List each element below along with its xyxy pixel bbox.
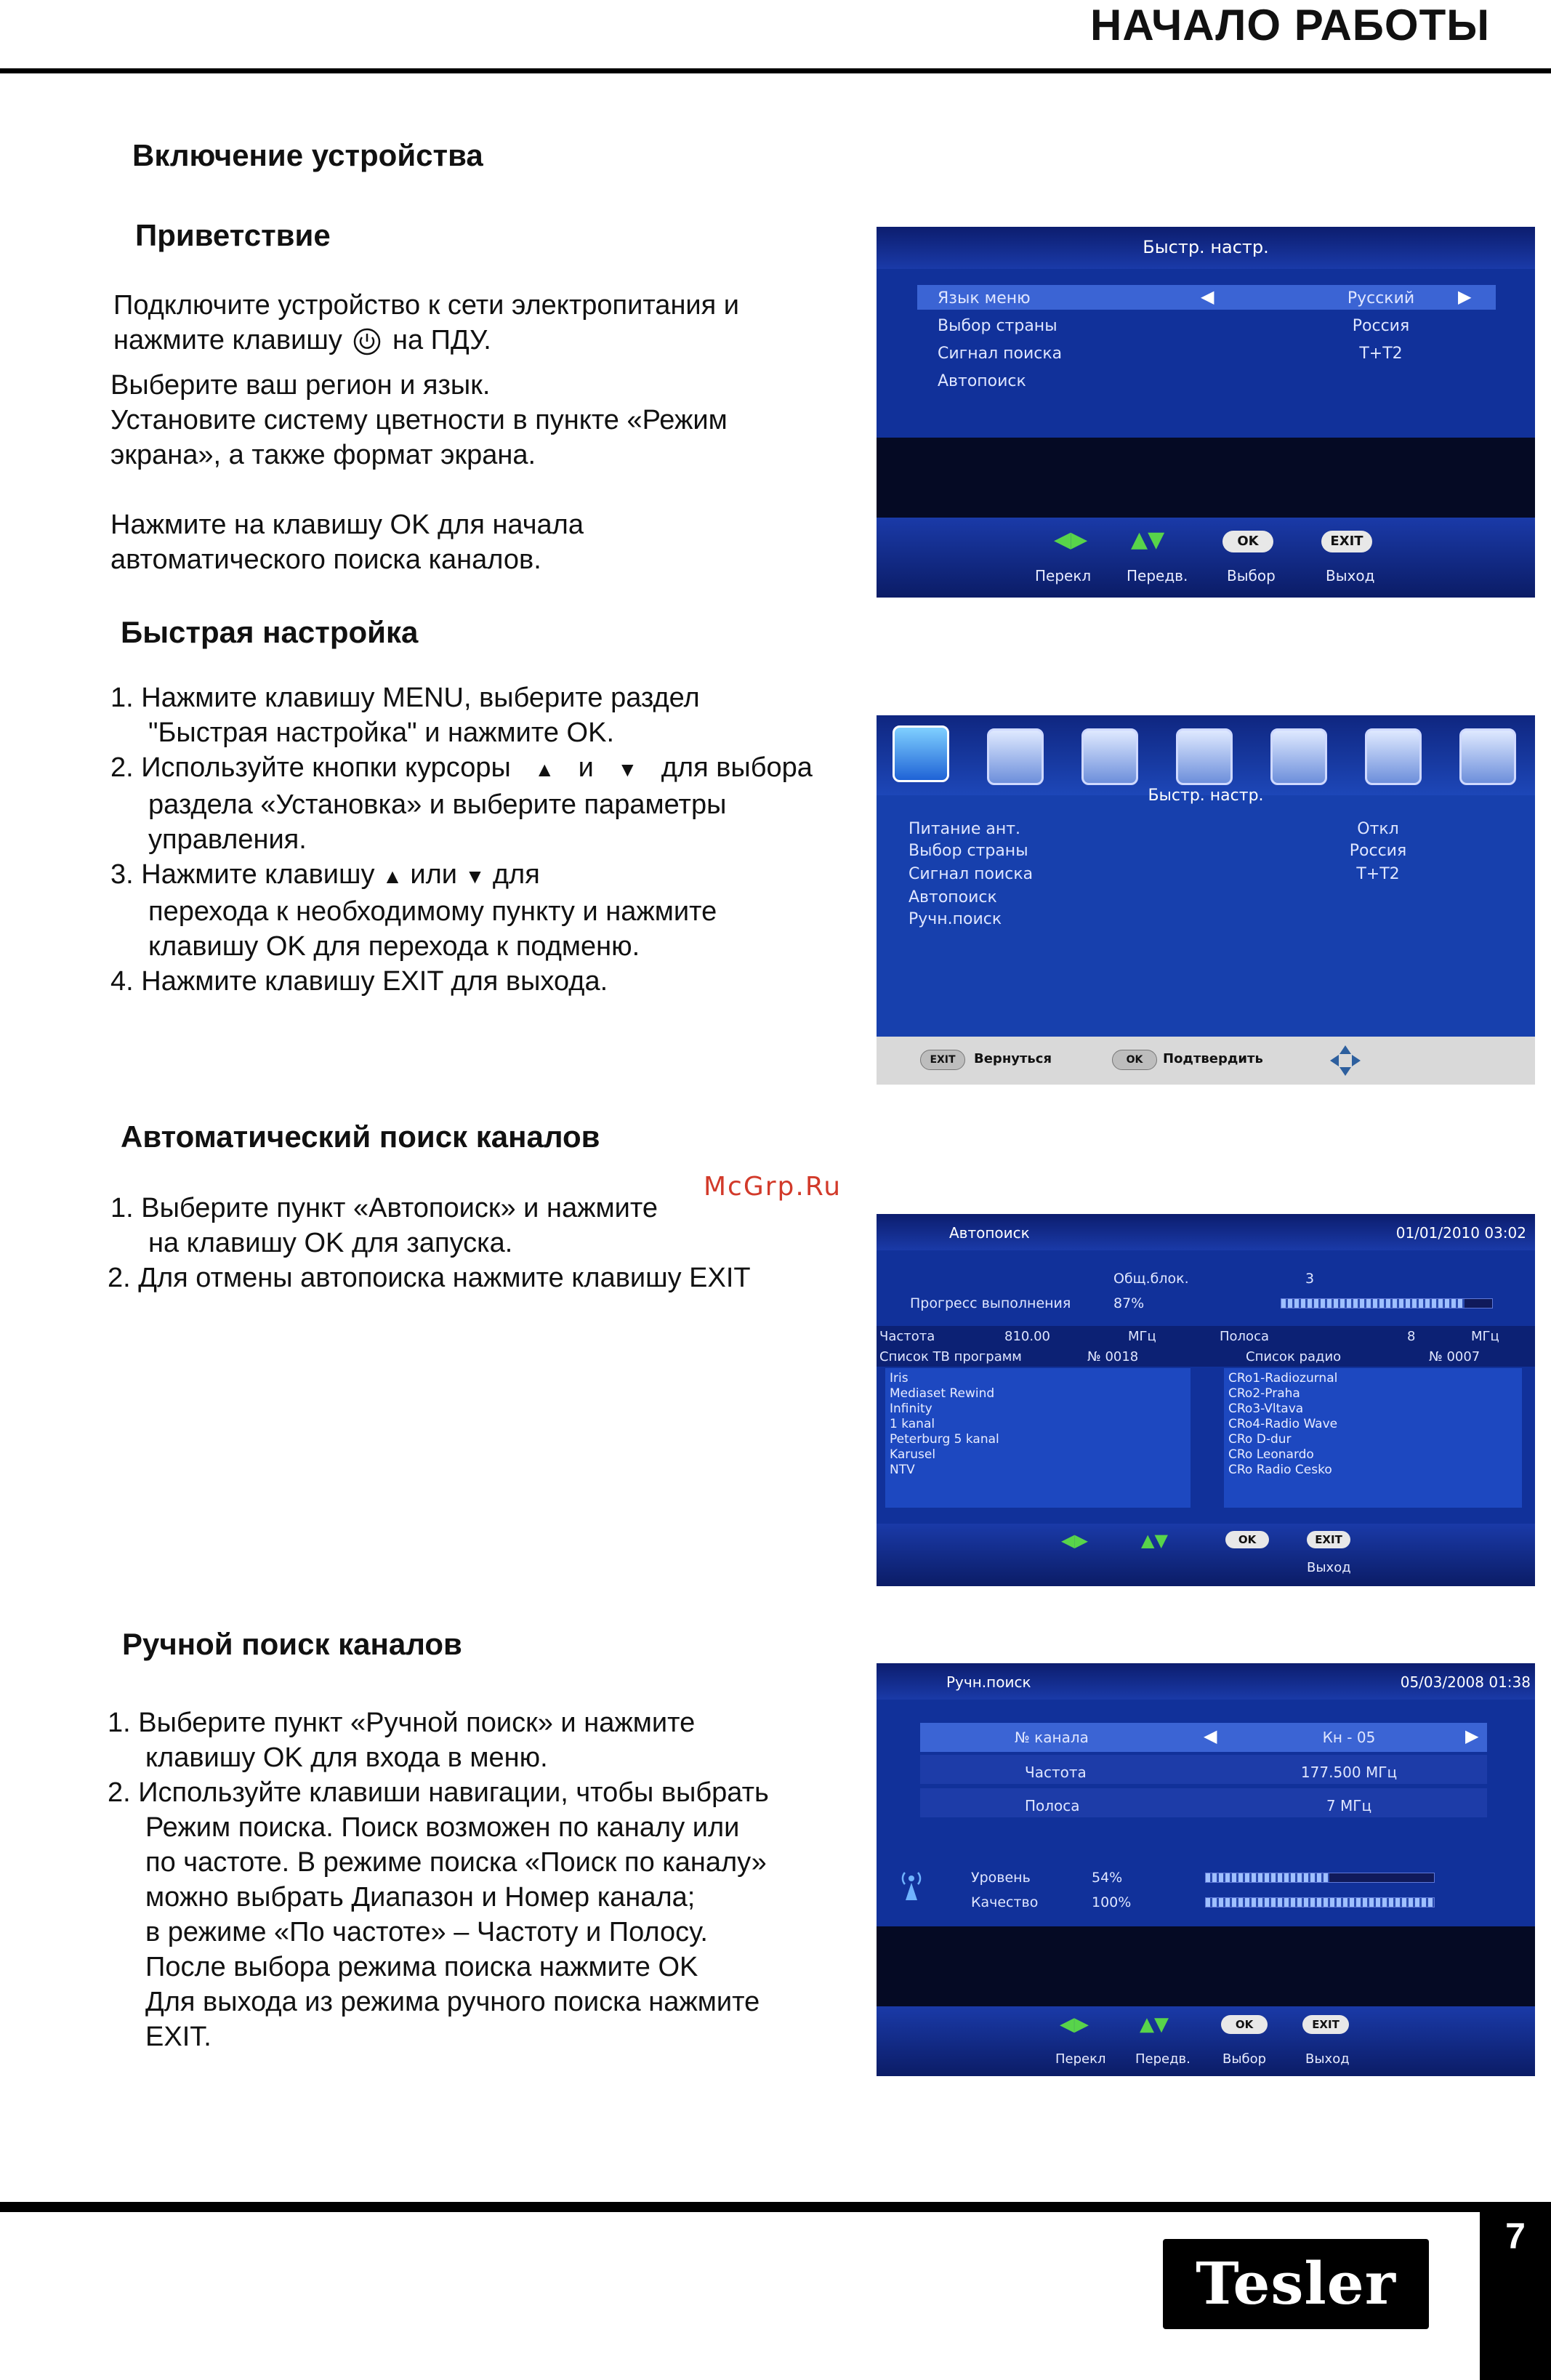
up-down-arrows-icon: ▲▼ — [1131, 527, 1165, 552]
radio-channel-list-items — [1224, 1368, 1522, 1481]
list-item[interactable]: CRo2-Praha — [1228, 1386, 1300, 1401]
tv-channel-list — [885, 1368, 1191, 1508]
left-right-arrows-icon: ◀▶ — [1054, 527, 1088, 552]
screen-quick-setup-welcome — [877, 227, 1535, 598]
screen-title: Быстр. настр. — [1143, 237, 1269, 257]
manual-line: можно выбрать Диапазон и Номер канала; — [145, 1882, 696, 1913]
left-right-arrows-icon: ◀▶ — [1061, 1530, 1088, 1551]
signal-antenna-icon — [897, 1867, 926, 1903]
list-item[interactable]: Karusel — [890, 1447, 936, 1462]
hint-label: Перекл — [1035, 567, 1092, 584]
arrow-right-icon: ▶ — [1458, 286, 1472, 307]
quick-line-part: 2. Используйте кнопки курсоры — [110, 752, 511, 783]
menu-row-label[interactable]: Язык меню — [938, 289, 1031, 307]
list-item[interactable]: CRo1-Radiozurnal — [1228, 1371, 1338, 1386]
list-item[interactable]: 1 kanal — [890, 1417, 935, 1431]
quality-bar — [1205, 1897, 1435, 1907]
welcome-text-2 — [110, 368, 866, 577]
band-label: Полоса — [1220, 1329, 1269, 1344]
freq-band-bar — [877, 1326, 1535, 1367]
page-number-tab — [1480, 2202, 1551, 2380]
screen-datetime: 01/01/2010 03:02 — [1395, 1224, 1526, 1242]
band-label[interactable]: Полоса — [1025, 1797, 1080, 1814]
menu-row-value: T+T2 — [1359, 345, 1403, 363]
menu-row-label[interactable]: Выбор страны — [909, 842, 1028, 860]
radio-list-label: Список радио — [1246, 1349, 1342, 1364]
clock-menu-icon[interactable] — [1081, 728, 1138, 785]
quick-line-part: или — [410, 859, 458, 890]
manual-line: в режиме «По частоте» – Частоту и Полосу. — [145, 1917, 708, 1947]
auto-line: 2. Для отмены автопоиска нажмите клавишу EXIT — [108, 1263, 751, 1293]
menu-row-value: Откл — [1357, 820, 1399, 838]
quick-line — [110, 857, 881, 894]
ok-button[interactable]: OK — [1225, 1531, 1269, 1548]
screen-manual-search — [877, 1663, 1535, 2076]
screen-title-bar — [877, 1214, 1535, 1250]
screen-main-menu — [877, 715, 1535, 1085]
tv-list-label: Список ТВ программ — [879, 1349, 1022, 1364]
down-triangle-icon: ▼ — [617, 758, 638, 781]
list-item[interactable]: CRo4-Radio Wave — [1228, 1417, 1338, 1431]
page-header-title: НАЧАЛО РАБОТЫ — [1089, 1, 1490, 49]
hint-label: Выбор — [1227, 567, 1276, 584]
progress-label: Прогресс выполнения — [910, 1295, 1071, 1311]
quick-line: управления. — [148, 824, 307, 855]
icon-strip — [877, 715, 1535, 795]
list-item[interactable]: CRo3-Vltava — [1228, 1402, 1304, 1416]
quick-line-part: 3. Нажмите клавишу — [110, 859, 375, 890]
welcome-line: автоматического поиска каналов. — [110, 544, 541, 575]
ok-button[interactable]: OK — [1112, 1050, 1157, 1070]
menu-row-label[interactable]: Питание ант. — [909, 820, 1021, 838]
manual-line: клавишу OK для входа в меню. — [145, 1742, 548, 1773]
hint-label: Выход — [1326, 567, 1375, 584]
quick-line-part: и — [578, 752, 594, 783]
list-item[interactable]: CRo Radio Cesko — [1228, 1463, 1332, 1477]
hint-label: Выбор — [1222, 2051, 1267, 2067]
watermark: McGrp.Ru — [704, 1172, 842, 1202]
manual-line: EXIT. — [145, 2022, 212, 2052]
band-value: 7 МГц — [1326, 1797, 1372, 1814]
manual-line: по частоте. В режиме поиска «Поиск по каналу» — [145, 1847, 767, 1878]
exit-button[interactable]: EXIT — [1321, 531, 1372, 552]
freq-unit: МГц — [1128, 1329, 1156, 1344]
screen-button-bar — [877, 1037, 1535, 1085]
screen-title: Быстр. настр. — [1148, 787, 1264, 805]
welcome-line: Выберите ваш регион и язык. — [110, 370, 491, 401]
up-triangle-icon: ▲ — [382, 865, 403, 888]
screen-button-bar — [877, 1524, 1535, 1586]
welcome-line-part: нажмите клавишу — [113, 325, 342, 355]
tv-channel-list-items — [885, 1368, 1191, 1481]
menu-row-value: Россия — [1352, 317, 1410, 335]
section-title-power-on: Включение устройства — [132, 138, 483, 172]
blocks-value: 3 — [1305, 1271, 1315, 1287]
list-item[interactable]: NTV — [890, 1463, 915, 1477]
menu-row-value: Россия — [1349, 842, 1407, 860]
manual-line: Для выхода из режима ручного поиска нажмите — [145, 1987, 760, 2017]
channel-label[interactable]: № канала — [1015, 1729, 1089, 1746]
auto-search-text-2 — [108, 1261, 878, 1295]
lock-menu-icon[interactable] — [1270, 728, 1327, 785]
welcome-line: Нажмите на клавишу OK для начала — [110, 510, 584, 540]
quick-line: раздела «Установка» и выберите параметры — [148, 789, 727, 820]
auto-line: 1. Выберите пункт «Автопоиск» и нажмите — [110, 1193, 658, 1223]
radio-list-count: № 0007 — [1429, 1349, 1480, 1364]
progress-value: 87% — [1113, 1295, 1145, 1311]
screen-title-bar — [877, 227, 1535, 269]
welcome-line: Подключите устройство к сети электропитания и — [113, 290, 740, 321]
up-down-arrows-icon: ▲▼ — [1141, 1530, 1168, 1551]
menu-row-label[interactable]: Сигнал поиска — [909, 865, 1034, 883]
list-item[interactable]: Mediaset Rewind — [890, 1386, 995, 1401]
picture-menu-icon[interactable] — [987, 728, 1044, 785]
ok-button[interactable]: OK — [1222, 531, 1273, 552]
welcome-line — [113, 323, 869, 358]
tv-menu-icon[interactable] — [893, 725, 949, 782]
screen-dark-area — [877, 1926, 1535, 2006]
radio-channel-list — [1224, 1368, 1522, 1508]
band-unit: МГц — [1471, 1329, 1499, 1344]
quick-line: клавишу OK для перехода к подменю. — [148, 931, 640, 962]
menu-row-label[interactable]: Выбор страны — [938, 317, 1058, 335]
quick-line: 1. Нажмите клавишу MENU, выберите раздел — [110, 683, 700, 713]
auto-search-text — [110, 1191, 881, 1261]
progress-bar — [1281, 1298, 1493, 1308]
brand-logo — [1163, 2239, 1429, 2329]
level-label: Уровень — [971, 1870, 1031, 1886]
gear-menu-icon[interactable] — [1365, 728, 1422, 785]
freq-value: 810.00 — [1004, 1329, 1050, 1344]
media-menu-icon[interactable] — [1459, 728, 1516, 785]
exit-button[interactable]: EXIT — [920, 1050, 965, 1070]
ok-button[interactable]: OK — [1221, 2015, 1268, 2034]
exit-hint: Выход — [1307, 1560, 1351, 1575]
list-item[interactable]: Peterburg 5 kanal — [890, 1432, 999, 1447]
spacer — [110, 473, 866, 507]
quality-value: 100% — [1092, 1894, 1132, 1910]
level-value: 54% — [1092, 1870, 1123, 1886]
hint-label: Перекл — [1055, 2051, 1106, 2067]
screen-title-bar — [877, 1663, 1535, 1700]
menu-row-label[interactable]: Ручн.поиск — [909, 910, 1002, 928]
quality-label: Качество — [971, 1894, 1039, 1910]
footer-rule — [0, 2202, 1551, 2212]
frequency-value: 177.500 МГц — [1300, 1764, 1398, 1781]
hint-label: Передв. — [1135, 2051, 1191, 2067]
navigation-pad-icon — [1329, 1044, 1362, 1077]
welcome-line: экрана», а также формат экрана. — [110, 440, 536, 470]
auto-line: на клавишу OK для запуска. — [148, 1228, 513, 1258]
progress-bar-fill — [1281, 1299, 1465, 1308]
exit-button[interactable]: EXIT — [1307, 1531, 1350, 1548]
band-value: 8 — [1407, 1329, 1416, 1344]
quick-line-part: для выбора — [661, 752, 813, 783]
screen-auto-search — [877, 1214, 1535, 1586]
manual-line: Режим поиска. Поиск возможен по каналу или — [145, 1812, 740, 1843]
power-icon — [352, 327, 382, 356]
channel-value: Кн - 05 — [1322, 1729, 1376, 1746]
screen-datetime: 05/03/2008 01:38 — [1400, 1673, 1531, 1691]
level-bar — [1205, 1873, 1435, 1883]
welcome-text — [113, 288, 869, 358]
quick-line-part: для — [492, 859, 540, 890]
menu-row-value: T+T2 — [1356, 865, 1400, 883]
level-bar-fill — [1206, 1873, 1329, 1882]
screen-dark-area — [877, 438, 1535, 518]
channel-menu-icon[interactable] — [1176, 728, 1233, 785]
quick-line: 4. Нажмите клавишу EXIT для выхода. — [110, 966, 608, 997]
screen-button-bar — [877, 2006, 1535, 2076]
header-rule — [0, 68, 1551, 73]
manual-search-text — [108, 1705, 878, 2054]
manual-line: После выбора режима поиска нажмите OK — [145, 1952, 698, 1982]
hint-label: Выход — [1305, 2051, 1350, 2067]
blocks-label: Общ.блок. — [1113, 1271, 1189, 1287]
quick-setup-text — [110, 680, 881, 999]
welcome-line: Установите систему цветности в пункте «Режим — [110, 405, 728, 435]
section-title-welcome: Приветствие — [135, 218, 331, 252]
back-label: Вернуться — [974, 1051, 1052, 1066]
section-title-manual-search: Ручной поиск каналов — [122, 1627, 462, 1661]
quick-line: "Быстрая настройка" и нажмите OK. — [148, 717, 615, 748]
list-item[interactable]: CRo Leonardo — [1228, 1447, 1314, 1462]
quality-bar-fill — [1206, 1898, 1434, 1907]
brand-logo-text: Tesler — [1196, 2249, 1396, 2317]
manual-line: 1. Выберите пункт «Ручной поиск» и нажмите — [108, 1708, 696, 1738]
arrow-right-icon: ▶ — [1465, 1726, 1479, 1746]
freq-label: Частота — [879, 1329, 935, 1344]
frequency-label[interactable]: Частота — [1025, 1764, 1087, 1781]
section-title-quick-setup: Быстрая настройка — [121, 615, 419, 649]
list-item[interactable]: Iris — [890, 1371, 909, 1386]
tv-list-count: № 0018 — [1087, 1349, 1139, 1364]
list-item[interactable]: Infinity — [890, 1402, 932, 1416]
screen-button-bar — [877, 518, 1535, 598]
up-down-arrows-icon: ▲▼ — [1140, 2014, 1169, 2035]
manual-line: 2. Используйте клавиши навигации, чтобы выбрать — [108, 1777, 769, 1808]
page-number: 7 — [1505, 2216, 1526, 2256]
menu-row-value: Русский — [1347, 289, 1415, 307]
hint-label: Передв. — [1127, 567, 1188, 584]
welcome-line-part: на ПДУ. — [392, 325, 491, 355]
quick-line: перехода к необходимому пункту и нажмите — [148, 896, 717, 927]
arrow-left-icon: ◀ — [1201, 286, 1214, 307]
down-triangle-icon: ▼ — [464, 865, 486, 888]
screen-title: Ручн.поиск — [946, 1673, 1031, 1691]
exit-button[interactable]: EXIT — [1302, 2015, 1349, 2034]
list-item[interactable]: CRo D-dur — [1228, 1432, 1292, 1447]
quick-line — [110, 750, 881, 787]
confirm-label: Подтвердить — [1163, 1051, 1263, 1066]
menu-row-label[interactable]: Сигнал поиска — [938, 345, 1063, 363]
left-right-arrows-icon: ◀▶ — [1060, 2014, 1089, 2035]
section-title-auto-search: Автоматический поиск каналов — [121, 1119, 600, 1154]
screen-title: Автопоиск — [949, 1224, 1030, 1242]
arrow-left-icon: ◀ — [1204, 1726, 1217, 1746]
menu-row-label[interactable]: Автопоиск — [938, 372, 1026, 390]
up-triangle-icon: ▲ — [534, 758, 555, 781]
menu-row-label[interactable]: Автопоиск — [909, 888, 997, 906]
